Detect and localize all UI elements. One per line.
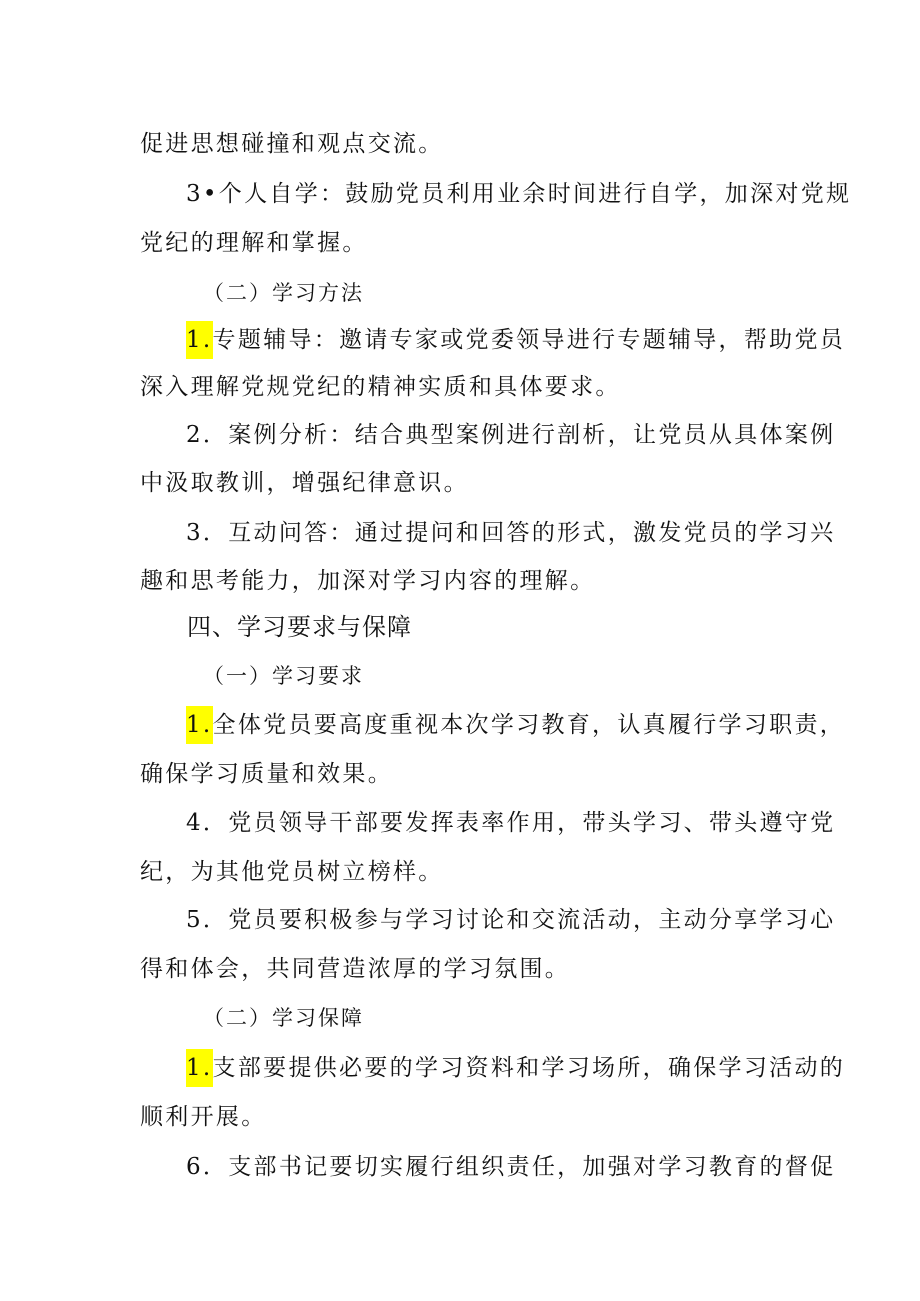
paragraph-line: 4．党员领导干部要发挥表率作用，带头学习、带头遵守党 (186, 810, 836, 836)
section-subheading: （二）学习方法 (203, 281, 364, 305)
highlighted-number: 1. (186, 706, 213, 744)
paragraph-line: 3．互动问答：通过提问和回答的形式，激发党员的学习兴 (186, 520, 836, 546)
paragraph-text: 专题辅导：邀请专家或党委领导进行专题辅导，帮助党员 (212, 327, 846, 353)
paragraph-line: 得和体会，共同营造浓厚的学习氛围。 (140, 956, 571, 982)
paragraph-line: 3•个人自学：鼓励党员利用业余时间进行自学，加深对党规 (186, 181, 852, 207)
section-heading: 四、学习要求与保障 (187, 613, 412, 641)
paragraph-line: 纪，为其他党员树立榜样。 (140, 859, 444, 885)
paragraph-line: 顺利开展。 (140, 1104, 267, 1130)
paragraph-line (186, 325, 845, 355)
paragraph-line: 6．支部书记要切实履行组织责任，加强对学习教育的督促 (186, 1154, 836, 1180)
section-subheading: （一）学习要求 (203, 664, 364, 688)
paragraph-line: 促进思想碰撞和观点交流。 (140, 131, 444, 157)
highlighted-number: 1. (186, 321, 213, 359)
paragraph-line: 深入理解党规党纪的精神实质和具体要求。 (140, 374, 621, 400)
paragraph-line (186, 710, 845, 740)
section-subheading: （二）学习保障 (203, 1006, 364, 1030)
highlighted-number: 1. (186, 1049, 213, 1087)
paragraph-line (186, 1053, 845, 1083)
paragraph-line: 中汲取教训，增强纪律意识。 (140, 470, 469, 496)
paragraph-line: 5．党员要积极参与学习讨论和交流活动，主动分享学习心 (186, 907, 836, 933)
paragraph-line: 趣和思考能力，加深对学习内容的理解。 (140, 568, 596, 594)
paragraph-text: 支部要提供必要的学习资料和学习场所，确保学习活动的 (212, 1055, 846, 1081)
paragraph-line: 2．案例分析：结合典型案例进行剖析，让党员从具体案例 (186, 422, 836, 448)
paragraph-line: 确保学习质量和效果。 (140, 761, 393, 787)
paragraph-line: 党纪的理解和掌握。 (140, 230, 368, 256)
paragraph-text: 全体党员要高度重视本次学习教育，认真履行学习职责， (212, 712, 846, 738)
